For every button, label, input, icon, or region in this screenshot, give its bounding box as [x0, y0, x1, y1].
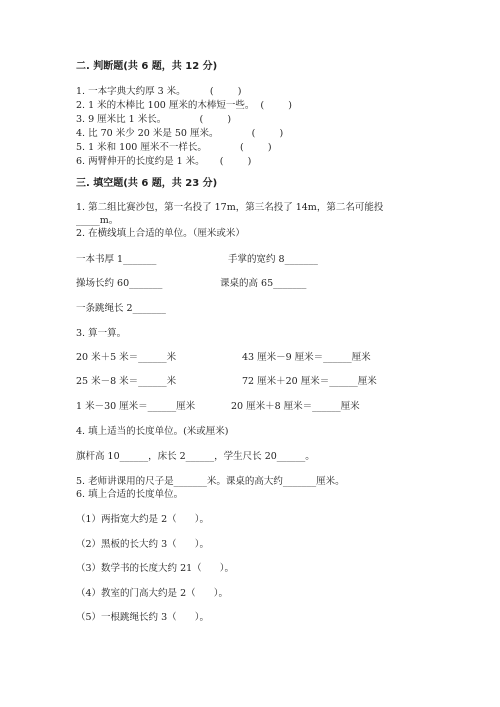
fill-q3-item-2: 43 厘米－9 厘米＝______厘米	[242, 352, 371, 363]
fill-q6-item-3: （3）数学书的长度大约 21（ ）。	[76, 563, 235, 574]
judge-item-6: 6. 两臂伸开的长度约是 1 米。 ( )	[76, 156, 252, 167]
judge-item-2: 2. 1 米的木棒比 100 厘米的木棒短一些。 ( )	[76, 100, 292, 111]
fill-q6-item-4: （4）教室的门高大约是 2（ ）。	[76, 588, 228, 599]
judge-item-3: 3. 9 厘米比 1 米长。 ( )	[76, 114, 232, 125]
fill-q2-item-3: 操场长约 60_______	[76, 278, 163, 289]
fill-q3-title: 3. 算一算。	[76, 328, 127, 339]
section-2-title: 二. 判断题(共 6 题，共 12 分)	[76, 61, 218, 72]
fill-q2-item-4: 课桌的高 65_______	[220, 278, 307, 289]
fill-q3-item-4: 72 厘米＋20 厘米＝______厘米	[242, 376, 377, 387]
judge-item-1: 1. 一本字典大约厚 3 米。 ( )	[76, 86, 242, 97]
fill-q1-line2: _____m。	[76, 215, 119, 226]
fill-q2-item-1: 一本书厚 1_______	[76, 254, 157, 265]
fill-q2-title: 2. 在横线填上合适的单位。（厘米或米）	[76, 228, 245, 239]
judge-item-4: 4. 比 70 米少 20 米是 50 厘米。 ( )	[76, 128, 284, 139]
fill-q2-item-2: 手掌的宽约 8_______	[228, 254, 318, 265]
fill-q6-item-5: （5）一根跳绳长约 3（ ）。	[76, 612, 209, 623]
judge-item-5: 5. 1 米和 100 厘米不一样长。 ( )	[76, 142, 272, 153]
fill-q3-item-3: 25 米－8 米＝______米	[76, 376, 177, 387]
fill-q6-item-1: （1）两指宽大约是 2（ ）。	[76, 514, 209, 525]
section-3-title: 三. 填空题(共 6 题，共 23 分)	[76, 178, 218, 189]
fill-q3-item-5: 1 米－30 厘米＝______厘米	[76, 401, 196, 412]
fill-q4-line: 旗杆高 10______，床长 2______，学生尺长 20______。	[76, 451, 315, 462]
fill-q3-item-6: 20 厘米＋8 厘米＝______厘米	[231, 401, 360, 412]
fill-q1-line1: 1. 第二组比赛沙包，第一名投了 17m，第三名投了 14m，第二名可能投	[76, 202, 384, 213]
fill-q4-title: 4. 填上适当的长度单位。(米或厘米)	[76, 426, 229, 437]
fill-q2-item-5: 一条跳绳长 2_______	[76, 303, 166, 314]
fill-q3-item-1: 20 米＋5 米＝______米	[76, 352, 177, 363]
fill-q5-line: 5. 老师讲课用的尺子是_______米。课桌的高大约_______厘米。	[76, 476, 345, 487]
fill-q6-item-2: （2）黑板的长大约 3（ ）。	[76, 539, 209, 550]
fill-q6-title: 6. 填上合适的长度单位。	[76, 489, 184, 500]
